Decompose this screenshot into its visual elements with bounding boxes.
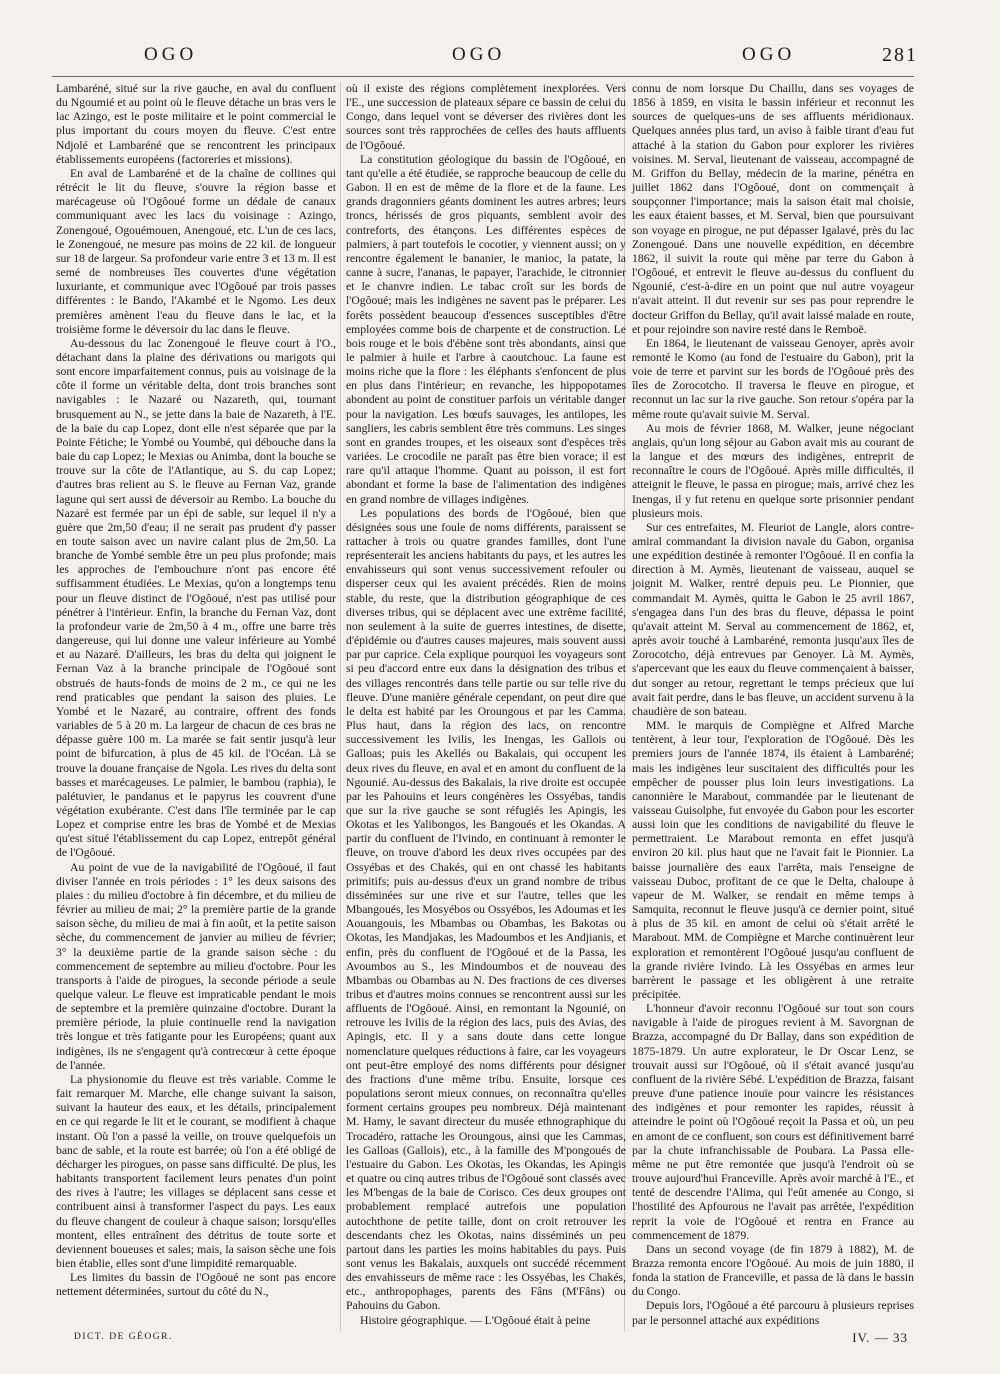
- header-word-center: OGO: [452, 44, 506, 65]
- paragraph: La constitution géologique du bassin de l'Ogôoué, en tant qu'elle a été étudiée, se rapproche beaucoup de celle du Gabon. Il en est de même de la flore et de la faune. Les grands dragonniers géants dominent les autres arbres; leurs troncs, hérissés de gros piquants, semblent avoir des contreforts, des étançons. Les différentes espèces de palmiers, à part toutefois le cocotier, y viennent aussi; on y rencontre également le bananier, le manioc, la patate, la canne à sucre, l'ananas, le papayer, l'arachide, le citronnier et le chanvre indien. Le tabac croît sur les bords de l'Ogôoué; mais les indigènes ne savent pas le préparer. Les forêts possèdent beaucoup d'essences susceptibles d'être employées comme bois de charpente et de construction. Le bois rouge et le bois d'ébène sont très abondants, ainsi que le palmier à huile et l'arbre à caoutchouc. La faune est moins riche que la flore : les éléphants s'enfoncent de plus en plus dans l'intérieur; en revanche, les hippopotames abondent au point de constituer parfois un véritable danger pour la navigation. Les bœufs sauvages, les antilopes, les sangliers, les cabris semblent être très communs. Les singes sont en grandes troupes, et les oiseaux sont d'espèces très variées. Le crocodile ne paraît pas être bien vorace; il est rare qu'il attaque l'homme. Quant au poisson, il est fort abondant et forme la base de l'alimentation des indigènes en grand nombre de villages indigènes.: [346, 152, 626, 506]
- page-number: 281: [882, 44, 918, 66]
- header-word-right: OGO: [742, 44, 796, 65]
- paragraph: Au-dessous du lac Zonengoué le fleuve court à l'O., détachant dans la plaine des dérivations ou marigots qui sont encore imparfaitement connus, puis au voisinage de la côte il forme un véritable delta, dont trois branches sont navigables : le Nazaré ou Nazareth, qui, tournant brusquement au N., se jette dans la baie de Nazareth, à l'E. de la baie du cap Lopez, dont elle n'est séparée que par la Pointe Fétiche; le Yombé ou Youmbé, qui débouche dans la baie du cap Lopez; le Mexias ou Animba, dont la bouche se trouve sur la côte de l'Atlantique, au S. du cap Lopez; d'autres bras relient au S. le fleuve au Fernan Vaz, grande lagune qui sert aussi de déversoir au Rembo. La bouche du Nazaré est fermée par un épi de sable, sur lequel il n'y a guère que 2m,50 d'eau; il ne serait pas prudent d'y passer en toute saison avec un navire calant plus de 2m,50. La branche de Yombé semble être un peu plus profonde; mais les approches de l'embouchure n'ont pas encore été suffisamment étudiées. Le Mexias, qu'on a longtemps tenu pour un fleuve distinct de l'Ogôoué, n'est pas utilisé pour pénétrer à l'intérieur. Enfin, la branche du Fernan Vaz, dont la profondeur varie de 2m,50 à 4 m., offre une barre très dangereuse, qui lui donne une valeur inférieure au Yombé et au Nazaré. D'ailleurs, les bras du delta qui joignent le Fernan Vaz à la branche principale de l'Ogôoué sont obstrués de hauts-fonds de moins de 2 m., ce qui ne les rend praticables que pendant la saison des pluies. Le Yombé et le Nazaré, au contraire, offrent des fonds variables de 5 à 20 m. La largeur de chacun de ces bras ne dépasse guère 100 m. La marée se fait sentir jusqu'à leur point de bifurcation, à plus de 45 kil. de l'Océan. Là se trouve la douane française de Ngola. Les rives du delta sont basses et marécageuses. Le palmier, le bambou (raphia), le palétuvier, le pandanus et le papyrus les couvrent d'une végétation exubérante. C'est dans l'île terminée par le cap Lopez et comprise entre les bras de Yombé et de Mexias qu'est situé l'établissement du cap Lopez, entrepôt général de l'Ogôoué.: [56, 336, 336, 860]
- paragraph: où il existe des régions complètement inexplorées. Vers l'E., une succession de plateaux sépare ce bassin de celui du Congo, dans lequel vont se déverser des rivières dont les sources sont très rapprochées de celles des hauts affluents de l'Ogôoué.: [346, 82, 626, 152]
- paragraph: Depuis lors, l'Ogôoué a été parcouru à plusieurs reprises par le personnel attaché aux expéditions: [632, 1299, 914, 1327]
- paragraph: MM. le marquis de Compiègne et Alfred Marche tentèrent, à leur tour, l'exploration de l'Ogôoué. Dès les premiers jours de l'année 1874, ils étaient à Lambaréné; mais les indigènes leur suscitaient des difficultés pour les empêcher de pousser plus loin leurs investigations. La canonnière le Marabout, commandée par le lieutenant de vaisseau Guisolphe, fut envoyée du Gabon pour les escorter aussi loin que les conditions de navigabilité du fleuve le permettraient. Le Marabout remonta en effet jusqu'à environ 20 kil. plus haut que ne l'avait fait le Pionnier. La baisse journalière des eaux l'arrêta, mais l'enseigne de vaisseau Duboc, profitant de ce que le Delta, chaloupe à vapeur de M. Walker, se rendait en même temps à Samquita, reconnut le fleuve jusqu'à ce dernier point, situé à plus de 35 kil. en amont de celui où s'était arrêté le Marabout. MM. de Compiègne et Marche continuèrent leur exploration et remontèrent l'Ogôoué jusqu'au confluent de la grande rivière Ivindo. Là les Ossyébas en armes leur barrèrent le passage et les obligèrent à une retraite précipitée.: [632, 719, 914, 1001]
- paragraph: connu de nom lorsque Du Chaillu, dans ses voyages de 1856 à 1859, en visita le bassin inférieur et reconnut les sources de quelques-uns de ses affluents méridionaux. Quelques années plus tard, un aviso à faible tirant d'eau fut attaché à la station du Gabon pour explorer les rivières voisines. M. Serval, lieutenant de vaisseau, accompagné de M. Griffon du Bellay, médecin de la marine, pénétra en juillet 1862 dans l'Ogôoué, dont on commençait à soupçonner l'importance; mais la saison était mal choisie, les eaux étaient basses, et M. Serval, bien que poursuivant son voyage en pirogue, ne put dépasser Igalavé, près du lac Zonengoué. Dans une nouvelle expédition, en décembre 1862, il suivit la route qui mène par terre du Gabon à l'Ogôoué, et entrevit le fleuve au-dessus du confluent du Ngounié, c'est-à-dire en un point que nul autre voyageur n'avait atteint. Il dut revenir sur ses pas pour reprendre le docteur Griffon du Bellay, qu'il avait laissé malade en route, et pour rejoindre son navire resté dans le Remboë.: [632, 82, 914, 336]
- header-rule: [52, 76, 914, 77]
- paragraph: Les limites du bassin de l'Ogôoué ne sont pas encore nettement déterminées, surtout du côté du N.,: [56, 1271, 336, 1299]
- paragraph: L'honneur d'avoir reconnu l'Ogôoué sur tout son cours navigable à l'aide de pirogues revient à M. Savorgnan de Brazza, accompagné du Dr Ballay, dans son expédition de 1875-1879. Un autre explorateur, le Dr Oscar Lenz, se trouvait aussi sur l'Ogôoué, où il s'était avancé jusqu'au confluent de la rivière Sébé. L'expédition de Brazza, faisant preuve d'une patience inouïe pour vaincre les résistances des indigènes et pour remonter les rapides, réussit à atteindre le point où l'Ogôoué reçoit la Passa et où, un peu en amont de ce confluent, son cours est définitivement barré par la chute infranchissable de Poubara. La Passa elle-même ne put être remontée que jusqu'à l'endroit où se trouve aujourd'hui Franceville. Après avoir marché à l'E., et tenté de descendre l'Alima, qui l'eût amenée au Congo, si l'hostilité des Apfourous ne l'avait pas arrêtée, l'expédition reprit la voie de l'Ogôoué et rentra en France au commencement de 1879.: [632, 1002, 914, 1242]
- paragraph: Sur ces entrefaites, M. Fleuriot de Langle, alors contre-amiral commandant la division navale du Gabon, organisa une expédition destinée à remonter l'Ogôoué. Il en confia la direction à M. Aymès, lieutenant de vaisseau, auquel se joignit M. Walker, rentré depuis peu. Le Pionnier, que commandait M. Aymès, quitta le Gabon le 25 avril 1867, s'engagea dans l'un des bras du fleuve, dépassa le point qu'avait atteint M. Serval au commencement de 1862, et, après avoir touché à Lambaréné, remonta jusqu'aux îles de Zorocotcho, déjà entrevues par Genoyer. Là M. Aymès, s'apercevant que les eaux du fleuve commençaient à baisser, dut songer au retour, regrettant le temps précieux que lui avait fait perdre, dans le bas fleuve, un accident survenu à la chaudière de son bateau.: [632, 520, 915, 718]
- paragraph: Les populations des bords de l'Ogôoué, bien que désignées sous une foule de noms différents, paraissent se rattacher à trois ou quatre grandes familles, dont l'une représenterait les anciens habitants du pays, et les autres les envahisseurs qui sont venus successivement refouler ou disperser ceux qui les avaient précédés. Rien de moins stable, du reste, que la distribution géographique de ces diverses tribus, qui se déplacent avec une extrême facilité, non seulement à la suite de guerres intestines, de disette, d'épidémie ou d'autres causes majeures, mais souvent aussi par pur caprice. Cela explique pourquoi les voyageurs sont si peu d'accord entre eux dans la désignation des tribus et des villages rencontrés dans telle partie ou sur telle rive du fleuve. D'une manière générale cependant, on peut dire que le delta est habité par les Oroungous et par les Camma. Plus haut, dans la région des lacs, on rencontre successivement les Ivilis, les Inengas, les Gallois ou Galloas; puis les Akellés ou Bakalais, qui occupent les deux rives du fleuve, en aval et en amont du confluent de la Ngounié. Au-dessus des Bakalais, la rive droite est occupée par les Pahouins et leurs congénères les Ossyébas, tandis que sur la rive gauche se sont réfugiés les Apingis, les Okotas et les Yalibongos, les Bangoués et les Okandas. A partir du confluent de l'Ivindo, en continuant à remonter le fleuve, on trouve d'abord les deux rives occupées par des Ossyébas et des Chakés, qui en ont chassé les habitants primitifs; puis au-dessus d'eux un grand nombre de tribus disséminées sur une rive et sur l'autre, telles que les Mbangoués, les Mosyébos ou Ossyébos, les Adoumas et les Aouangouis, les Mbambas ou Obambas, les Bakotas ou Okotas, les Mandjakas, les Madoumbos et les Andjianis, et enfin, près du confluent de l'Ogôoué et de la Passa, les Avoumbos au S., les Mindoumbos et de nouveau des Mbambas ou Obambas au N. Des fractions de ces diverses tribus et d'autres moins connues se rencontrent aussi sur les affluents de l'Ogôoué. Ainsi, en remontant la Ngounié, on retrouve les Ivilis de la région des lacs, puis des Avias, des Apingis, etc. Il y a sans doute dans cette longue nomenclature quelques réductions à faire, car les voyageurs ont peut-être employé des noms différents pour désigner des fractions d'une même tribu. Ensuite, lorsque ces populations seront mieux connues, on reconnaîtra qu'elles forment certains groupes peu nombreux. Déjà maintenant M. Hamy, le savant directeur du musée ethnographique du Trocadéro, rattache les Oroungous, ainsi que les Cammas, les Galloas (Gallois), etc., à la famille des M'pongoués de l'estuaire du Gabon. Les Okotas, les Okandas, les Apingis et quatre ou cinq autres tribus de l'Ogôoué sont classés avec les M'bengas de la baie de Corisco. Ces deux groupes ont probablement remplacé autrefois une population autochthone de petite taille, dont on croit retrouver les descendants chez les Okotas, nains disséminés un peu partout dans les parties les moins habitables du pays. Puis sont venus les Bakalais, auxquels ont succédé récemment des envahisseurs de même race : les Ossyébas, les Chakés, etc., anthropophages, parents des Fâns (M'Fâns) ou Pahouins du Gabon.: [346, 506, 626, 1313]
- running-header: [52, 44, 918, 74]
- paragraph: Dans un second voyage (de fin 1879 à 1882), M. de Brazza remonta encore l'Ogôoué. Au mois de juin 1880, il fonda la station de Franceville, et passa de là dans le bassin du Congo.: [632, 1242, 914, 1299]
- paragraph: Lambaréné, situé sur la rive gauche, en aval du confluent du Ngoumié et au point où le fleuve détache un bras vers le lac Azingo, est le poste militaire et le point commercial le plus important du cours moyen du fleuve. C'est entre Ndjolé et Lambaréné que se rencontrent les principaux établissements européens (factoreries et missions).: [56, 82, 336, 166]
- paragraph: En aval de Lambaréné et de la chaîne de collines qui rétrécit le lit du fleuve, s'ouvre la région basse et marécageuse où l'Ogôoué forme un dédale de canaux communiquant avec les lacs du voisinage : Azingo, Zonengoué, Ogouémouen, Anengoué, etc. L'un de ces lacs, le Zonengoué, ne mesure pas moins de 22 kil. de longueur sur 18 de largeur. Sa profondeur varie entre 3 et 13 m. Il est semé de nombreuses îles couvertes d'une végétation luxuriante, et communique avec l'Ogôoué par trois passes différentes : le Bando, l'Akambé et le Ngomo. Les deux premières amènent l'eau du fleuve dans le lac, et la troisième forme le déversoir du lac dans le fleuve.: [56, 166, 336, 336]
- paragraph: Au point de vue de la navigabilité de l'Ogôoué, il faut diviser l'année en trois périodes : 1° les deux saisons des plaies : du milieu d'octobre à fin décembre, et du milieu de février au milieu de mai; 2° la première partie de la grande saison sèche, du milieu de mai à fin août, et la petite saison sèche, du commencement de janvier au milieu de février; 3° la deuxième partie de la grande saison sèche : du commencement de septembre au milieu d'octobre. Pour les transports à l'aide de pirogues, la seconde période a seule quelque valeur. Le fleuve est impraticable pendant le mois de septembre et la première quinzaine d'octobre. Durant la première période, la pluie continuelle rend la navigation très longue et très fatigante pour les Européens; quant aux indigènes, ils ne s'engagent qu'à contrecœur à cette époque de l'année.: [56, 860, 336, 1072]
- paragraph: La physionomie du fleuve est très variable. Comme le fait remarquer M. Marche, elle change suivant la saison, suivant la hauteur des eaux, et les détails, principalement en ce qui regarde le lit et le courant, se modifient à chaque instant. Où l'on a passé la veille, on trouve quelquefois un banc de sable, et la route est barrée; où l'on a été obligé de décharger les pirogues, on passe sans difficulté. De plus, les habitants transportent facilement leurs penates d'un point des rives à l'autre; les villages se déplacent sans cesse et contribuent ainsi à transformer l'aspect du pays. Les eaux du fleuve changent de couleur à chaque saison; lorsqu'elles montent, elles entraînent des détritus de toute sorte et deviennent boueuses et sales; mais, la saison sèche une fois bien établie, elles sont d'une limpidité remarquable.: [56, 1072, 336, 1270]
- text-column-2: [346, 82, 626, 1332]
- text-column-3: [632, 82, 914, 1332]
- header-word-left: OGO: [144, 44, 198, 65]
- footer-signature: DICT. DE GÉOGR.: [74, 1332, 173, 1342]
- paragraph: Histoire géographique. — L'Ogôoué était à peine: [360, 1313, 591, 1327]
- text-column-1: [56, 82, 336, 1332]
- paragraph: En 1864, le lieutenant de vaisseau Genoyer, après avoir remonté le Komo (au fond de l'estuaire du Gabon), prit la voie de terre et parvint sur les bords de l'Ogôoué près des îles de Zorocotcho. Il traversa le fleuve en pirogue, et reconnut un lac sur la rive gauche. Son retour s'opéra par la même route qu'avait suivie M. Serval.: [632, 336, 914, 421]
- footer-sheet-mark: IV. — 33: [852, 1330, 908, 1345]
- paragraph: Au mois de février 1868, M. Walker, jeune négociant anglais, qu'un long séjour au Gabon avait mis au courant de la langue et des mœurs des indigènes, entreprit de reconnaître le cours de l'Ogôoué. Après mille difficultés, il atteignit le fleuve, le passa en pirogue; mais, arrivé chez les Inengas, il y fut retenu en quelque sorte prisonnier pendant plusieurs mois.: [632, 421, 914, 520]
- column-divider: [340, 82, 341, 1332]
